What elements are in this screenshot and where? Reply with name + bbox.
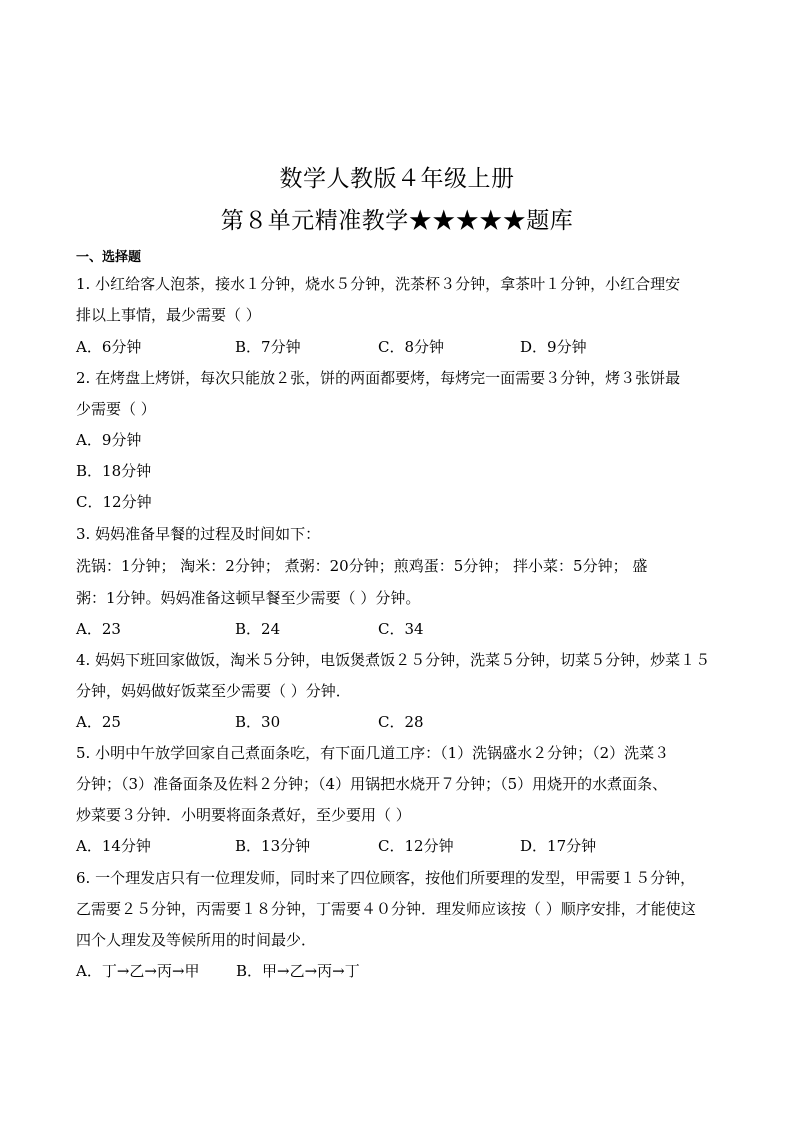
page-title: 数学人教版４年级上册	[279, 166, 515, 192]
question-6-text: 四个人理发及等候所用的时间最少．	[76, 931, 317, 949]
question-5-text: 5. 小明中午放学回家自己煮面条吃，有下面几道工序：（1）洗锅盛水２分钟；（2）洗菜３	[76, 744, 670, 762]
question-5-option-a: A．14分钟	[76, 837, 151, 855]
question-5-option-c: C．12分钟	[378, 837, 454, 855]
question-2-option-a: A．9分钟	[76, 431, 142, 449]
question-6-text: 乙需要２５分钟，丙需要１８分钟，丁需要４０分钟．理发师应该按（ ）顺序安排，才能使这	[76, 900, 696, 918]
question-1-option-b: B．7分钟	[235, 338, 301, 356]
question-3-option-c: C．34	[378, 620, 424, 638]
question-6-text: 6. 一个理发店只有一位理发师，同时来了四位顾客，按他们所要理的发型，甲需要１５分钟，	[76, 869, 696, 887]
question-2-text: 少需要（ ）	[76, 400, 156, 418]
question-6-option-a: A．丁→乙→丙→甲	[76, 962, 200, 980]
question-4-text: 分钟，妈妈做好饭菜至少需要（ ）分钟．	[76, 682, 351, 700]
question-2-option-c: C．12分钟	[76, 493, 152, 511]
question-3-option-a: A．23	[76, 620, 121, 638]
question-3-text: 粥：1分钟。妈妈准备这顿早餐至少需要（ ）分钟。	[76, 589, 421, 607]
question-1-option-a: A．6分钟	[76, 338, 142, 356]
question-1-option-c: C．8分钟	[378, 338, 445, 356]
question-1-option-d: D．9分钟	[520, 338, 587, 356]
question-3-text: 洗锅：1分钟； 淘米：2分钟； 煮粥：20分钟；煎鸡蛋：5分钟； 拌小菜：5分钟； 盛	[76, 557, 648, 575]
question-4-option-b: B．30	[235, 713, 281, 731]
question-4-option-c: C．28	[378, 713, 424, 731]
question-3-option-b: B．24	[235, 620, 281, 638]
question-3-text: 3. 妈妈准备早餐的过程及时间如下：	[76, 525, 321, 543]
section-heading: 一、选择题	[76, 250, 142, 265]
question-4-text: 4. 妈妈下班回家做饭，淘米５分钟，电饭煲煮饭２５分钟，洗菜５分钟，切菜５分钟，炒菜１５	[76, 651, 711, 669]
question-5-text: 分钟；（3）准备面条及佐料２分钟；（4）用锅把水烧开７分钟；（5）用烧开的水煮面条、	[76, 775, 668, 793]
question-2-text: 2. 在烤盘上烤饼，每次只能放２张，饼的两面都要烤，每烤完一面需要３分钟，烤３张饼最	[76, 369, 681, 387]
question-4-option-a: A．25	[76, 713, 121, 731]
question-5-option-d: D．17分钟	[520, 837, 597, 855]
question-1-text: 1. 小红给客人泡茶，接水１分钟，烧水５分钟，洗茶杯３分钟，拿茶叶１分钟，小红合理安	[76, 275, 681, 293]
question-1-text: 排以上事情，最少需要（ ）	[76, 306, 261, 324]
question-5-text: 炒菜要３分钟．小明要将面条煮好，至少要用（ ）	[76, 806, 411, 824]
question-5-option-b: B．13分钟	[235, 837, 311, 855]
page-subtitle: 第８单元精准教学★★★★★题库	[220, 208, 574, 234]
question-6-option-b: B．甲→乙→丙→丁	[236, 962, 360, 980]
question-2-option-b: B．18分钟	[76, 462, 152, 480]
